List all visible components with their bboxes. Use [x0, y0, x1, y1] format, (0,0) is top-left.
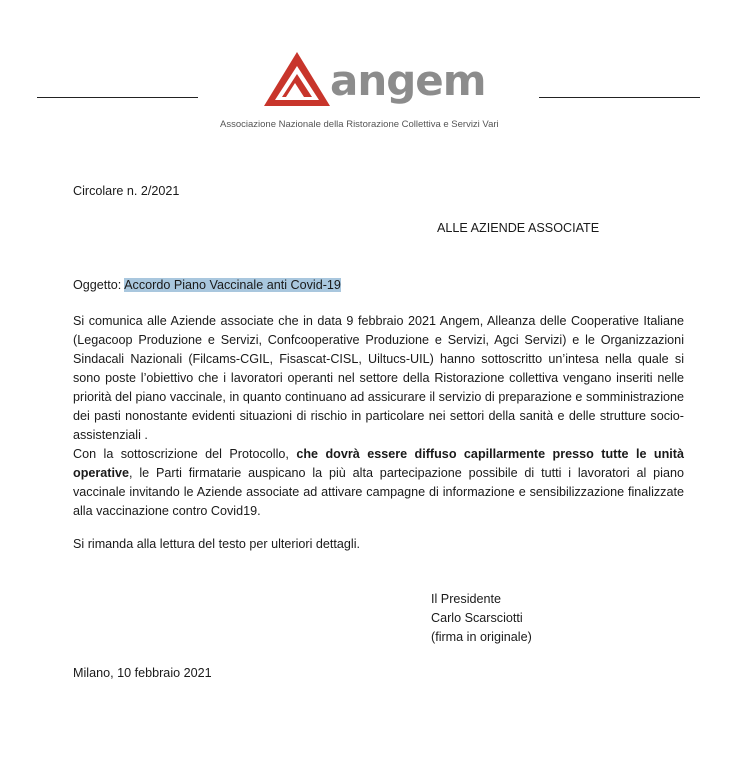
brand-tagline: Associazione Nazionale della Ristorazione Collettiva e Servizi Vari — [220, 119, 499, 130]
angem-logo-icon — [262, 50, 332, 108]
header-rule-right — [539, 97, 700, 98]
paragraph-2 — [73, 445, 684, 521]
subject-label: Oggetto: — [73, 278, 122, 292]
letter-body — [73, 312, 684, 521]
paragraph-1: Si comunica alle Aziende associate che in data 9 febbraio 2021 Angem, Alleanza delle Cooperative Italiane (Legacoop Produzione e Servizi, Confcooperative Produzione e Servizi, Agci Servizi) e le Organizzazioni Sindacali Nazionali (Filcams-CGIL, Fisascat-CISL, Uiltucs-UIL) hanno sottoscritto un’intesa nella quale si sono poste l’obiettivo che i lavoratori operanti nel settore della Ristorazione collettiva vengano inseriti nelle priorità del piano vaccinale, in quanto continuano ad assicurare il servizio di preparazione e somministrazione dei pasti nonostante evidenti situazioni di rischio in particolare nei settori della sanità e delle strutture socio-assistenziali . — [73, 314, 684, 442]
place-date: Milano, 10 febbraio 2021 — [73, 666, 212, 680]
signature-name: Carlo Scarsciotti — [431, 611, 523, 625]
paragraph-2-bold: che dovrà essere diffuso capillarmente presso tutte le unità operative — [73, 447, 684, 480]
subject-line — [73, 276, 341, 295]
recipient: ALLE AZIENDE ASSOCIATE — [437, 221, 600, 235]
signature-note: (firma in originale) — [431, 630, 532, 644]
paragraph-2-start: Con la sottoscrizione del Protocollo, — [73, 447, 297, 461]
signature-block — [431, 590, 532, 647]
closing-line: Si rimanda alla lettura del testo per ulteriori dettagli. — [73, 537, 361, 551]
brand-name: angem — [330, 56, 486, 105]
subject-text: Accordo Piano Vaccinale anti Covid-19 — [124, 278, 341, 292]
header-rule-left — [37, 97, 198, 98]
paragraph-2-end: , le Parti firmatarie auspicano la più alta partecipazione possibile di tutti i lavoratori al piano vaccinale invitando le Aziende associate ad attivare campagne di informazione e sensibilizzazione finalizzate alla vaccinazione contro Covid19. — [73, 466, 684, 518]
circolare-number: Circolare n. 2/2021 — [73, 184, 180, 198]
signature-title: Il Presidente — [431, 592, 502, 606]
